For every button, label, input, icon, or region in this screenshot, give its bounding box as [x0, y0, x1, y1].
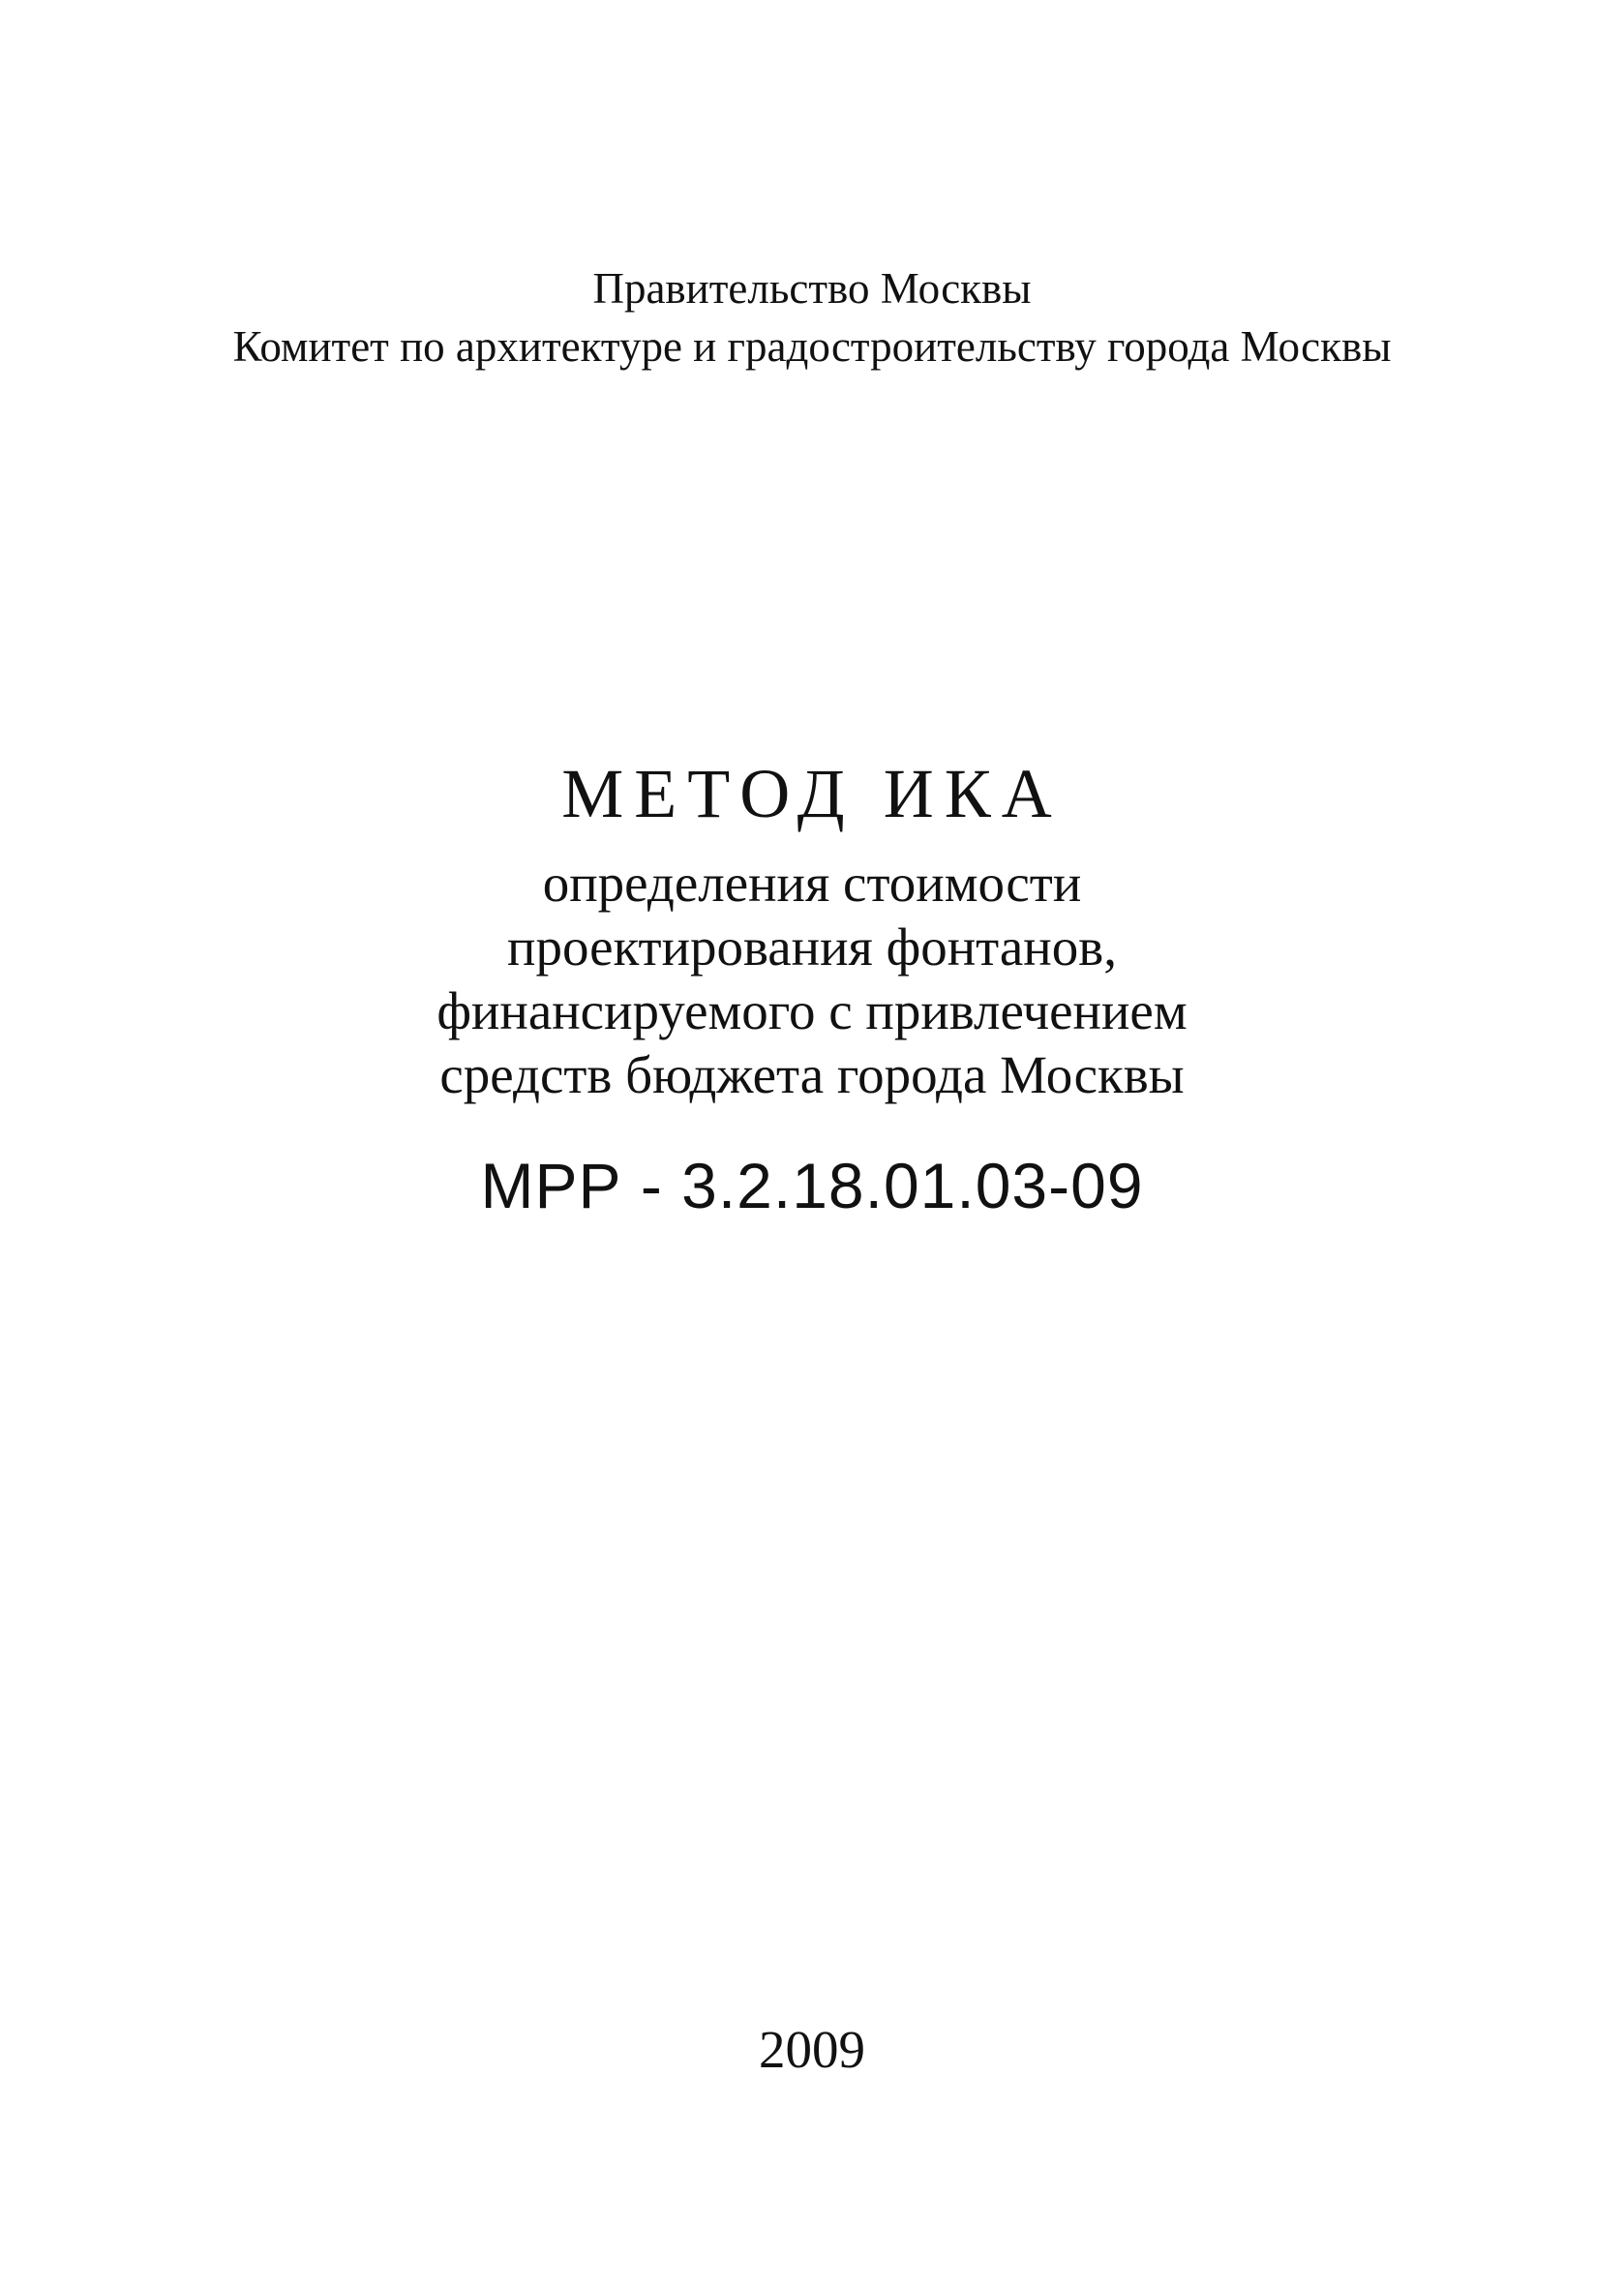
header-organization-government: Правительство Москвы	[592, 264, 1032, 313]
header-organization-committee: Комитет по архитектуре и градостроительству города Москвы	[232, 322, 1392, 371]
document-subtitle-line-1: определения стоимости	[542, 854, 1082, 913]
document-code: МРР - 3.2.18.01.03-09	[480, 1150, 1144, 1221]
document-title: МЕТОД ИКА	[561, 755, 1063, 832]
publication-year: 2009	[759, 2020, 865, 2079]
document-subtitle-line-4: средств бюджета города Москвы	[439, 1045, 1185, 1104]
document-subtitle-line-2: проектирования фонтанов,	[507, 917, 1117, 977]
document-subtitle-line-3: финансируемого с привлечением	[436, 981, 1188, 1040]
